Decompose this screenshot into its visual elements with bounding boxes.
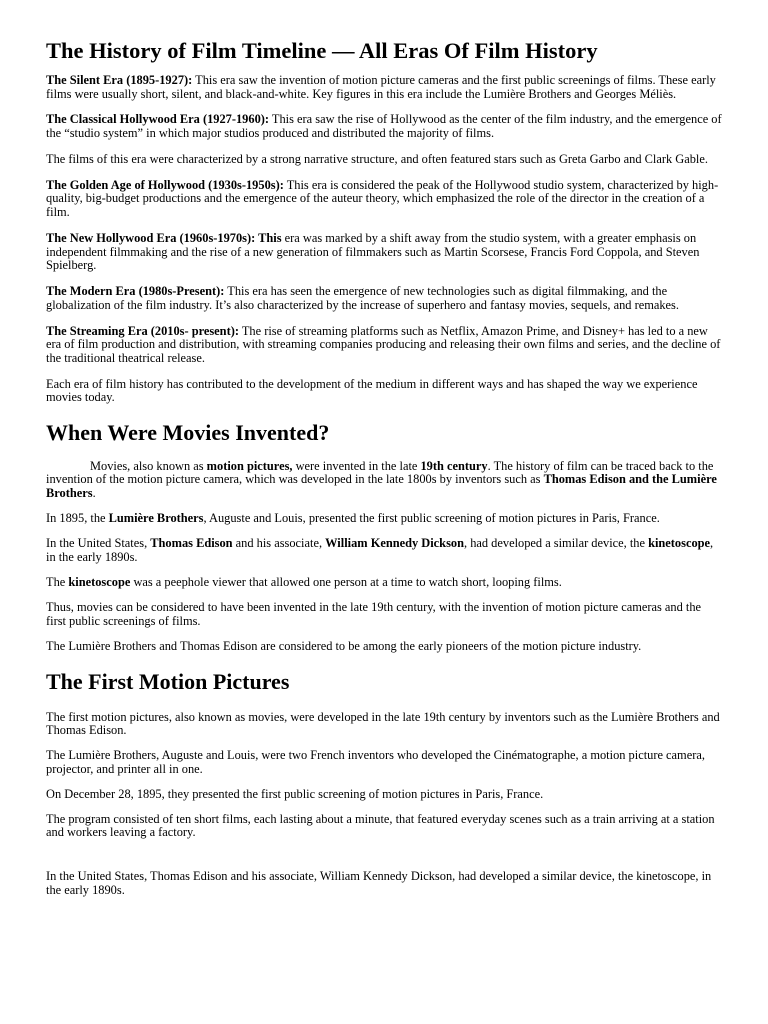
bold-term: 19th century [420,458,488,473]
bold-term: Thomas Edison and the Lumière Brothers [46,472,717,500]
era-label: The Streaming Era (2010s- present): [46,323,239,338]
era-paragraph [46,325,722,366]
section-heading-first-motion-pictures: The First Motion Pictures [46,668,290,694]
text-run: . The history of film can be traced back to the invention of the motion picture camera, which was developed in the late 1800s by inventors such as [46,458,714,487]
era-paragraph [46,153,722,167]
era-paragraph [46,113,722,140]
text-run: were invented in the late [292,458,421,473]
era-text: The rise of streaming platforms such as Netflix, Amazon Prime, and Disney+ has led to a new era of film production and distribution, with streaming companies producing and releasing their own films and series, and the decline of the traditional theatrical release. [46,323,721,365]
era-text: Each era of film history has contributed to the development of the medium in different ways and has shaped the way we experience movies today. [46,376,698,405]
era-paragraph [46,179,722,220]
paragraph: Thus, movies can be considered to have been invented in the late 19th century, with the invention of motion picture cameras and the first public screenings of films. [46,600,702,628]
paragraph [46,460,722,501]
bold-term: kinetoscope [68,575,131,590]
text-run: , Auguste and Louis, presented the first public screening of motion pictures in Paris, France. [203,511,660,526]
era-text: era was marked by a shift away from the studio system, with a greater emphasis on independent filmmaking and the rise of a new generation of filmmakers such as Martin Scorsese, Francis Ford Coppola, and Steven Spielberg. [46,230,700,273]
era-text: This era saw the invention of motion picture cameras and the first public screenings of films. These early films were usually short, silent, and black-and-white. Key figures in this era include the Lumière Brothers and Georges Méliès. [46,73,716,101]
bold-term: Lumière Brothers [108,511,204,526]
section-heading-movies-invented: When Were Movies Invented? [46,419,330,445]
era-text: This era is considered the peak of the Hollywood studio system, characterized by high-quality, big-budget productions and the emergence of the auteur theory, which emphasized the role of the director in the creation of a film. [46,177,719,220]
page-title: The History of Film Timeline — All Eras Of Film History [46,38,598,63]
era-paragraph [46,378,722,405]
paragraph: On December 28, 1895, they presented the first public screening of motion pictures in Paris, France. [46,786,544,801]
first-motion-pictures-section [46,711,722,898]
bold-term: Thomas Edison [150,536,233,551]
era-paragraph [46,232,722,273]
text-run: In 1895, the [46,511,109,526]
text-run: , had developed a similar device, the [464,536,649,551]
text-run: Movies, also known as [90,458,207,473]
era-label: The Golden Age of Hollywood (1930s-1950s): [46,177,284,192]
paragraph: The first motion pictures, also known as movies, were developed in the late 19th century by inventors such as the Lumière Brothers and Thomas Edison. [46,709,720,738]
era-text: This era has seen the emergence of new technologies such as digital filmmaking, and the globalization of the film industry. It’s also characterized by the increase of superhero and fantasy movies, sequels, and remakes. [46,284,679,312]
text-run: , in the early 1890s. [46,536,714,564]
eras-section [46,74,722,405]
movies-invented-section [46,460,722,654]
text-run: and his associate, [232,536,326,551]
paragraph: The Lumière Brothers and Thomas Edison are considered to be among the early pioneers of the motion picture industry. [46,639,642,654]
era-paragraph [46,74,722,101]
paragraph: The program consisted of ten short films, each lasting about a minute, that featured everyday scenes such as a train arriving at a station and workers leaving a factory. [46,811,715,840]
era-label: The Silent Era (1895-1927): [46,73,193,87]
bold-term: William Kennedy Dickson [325,536,464,551]
text-run: . [92,485,96,500]
era-label: The New Hollywood Era (1960s-1970s): This [46,230,282,245]
text-run: The [46,575,69,590]
era-text: The films of this era were characterized by a strong narrative structure, and often featured stars such as Greta Garbo and Clark Gable. [46,151,708,166]
paragraph: In the United States, Thomas Edison and his associate, William Kennedy Dickson, had developed a similar device, the kinetoscope, in the early 1890s. [46,869,712,897]
era-paragraph [46,285,722,312]
paragraph [46,512,722,526]
era-text: This era saw the rise of Hollywood as the center of the film industry, and the emergence of the “studio system” in which major studios produced and distributed the majority of films. [46,112,722,141]
era-label: The Classical Hollywood Era (1927-1960): [46,112,270,127]
text-run: was a peephole viewer that allowed one person at a time to watch short, looping films. [130,575,562,590]
paragraph [46,576,722,590]
era-label: The Modern Era (1980s-Present): [46,284,225,299]
text-run: In the United States, [46,536,151,551]
bold-term: motion pictures, [206,458,293,473]
bold-term: kinetoscope [648,536,711,551]
paragraph: The Lumière Brothers, Auguste and Louis, were two French inventors who developed the Cinématographe, a motion picture camera, projector, and printer all in one. [46,748,705,776]
paragraph [46,537,722,564]
spacer [46,851,722,870]
